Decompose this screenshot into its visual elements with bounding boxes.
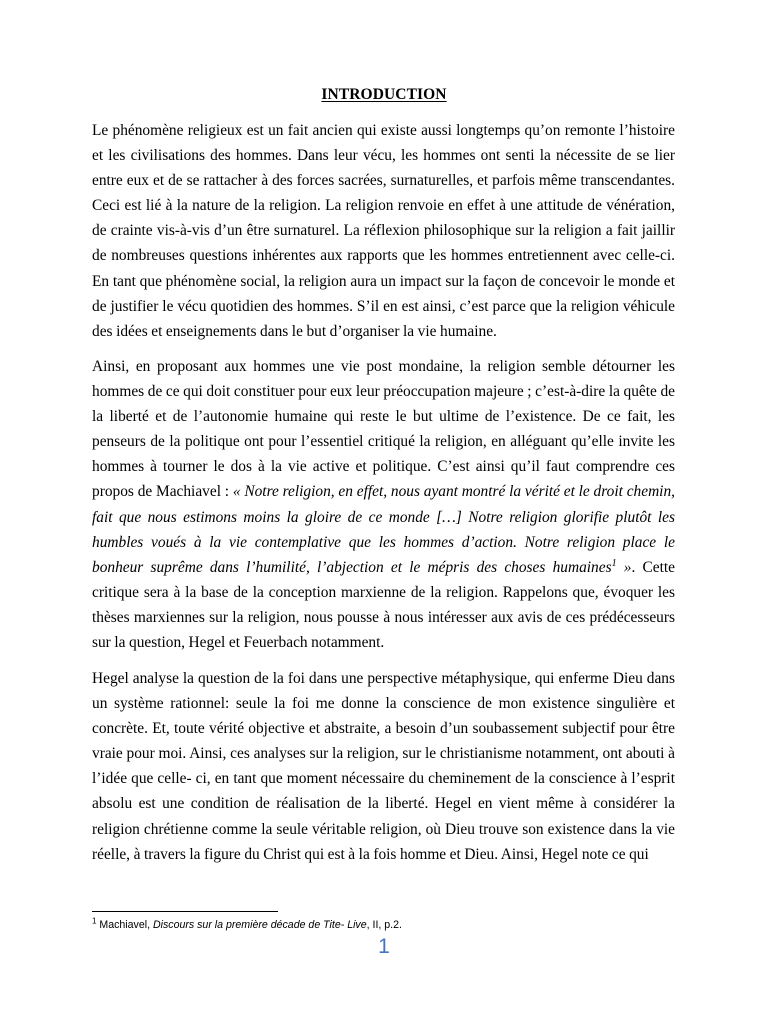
paragraph-1: Le phénomène religieux est un fait ancien qui existe aussi longtemps qu’on remonte l’histoire et les civilisations des hommes. Dans leur vécu, les hommes ont senti la nécessite de se lier entre eux et de se rattacher à des forces sacrées, surnaturelles, et parfois même transcendantes. Ceci est lié à la nature de la religion. La religion renvoie en effet à une attitude de vénération, de crainte vis-à-vis d’un être surnaturel. La réflexion philosophique sur la religion a fait jaillir de nombreuses questions inhérentes aux rapports que les hommes entretiennent avec celle-ci. En tant que phénomène social, la religion aura un impact sur la façon de concevoir le monde et de justifier le vécu quotidien des hommes. S’il en est ainsi, c’est parce que la religion véhicule des idées et enseignements dans le but d’organiser la vie humaine. — [92, 122, 675, 340]
footnote — [92, 918, 675, 932]
paragraph-2-intro: Ainsi, en proposant aux hommes une vie post mondaine, la religion semble détourner les hommes de ce qui doit constituer pour eux leur préoccupation majeure ; c’est-à-dire la quête de la liberté et de l’autonomie humaine qui reste le but ultime de l’existence. De ce fait, les penseurs de la politique ont pour l’essentiel critiqué la religion, en alléguant qu’elle invite les hommes à tourner le dos à la vie active et politique. C’est ainsi qu’il faut comprendre ces propos de Machiavel : — [92, 358, 675, 501]
footnote-number: 1 — [92, 916, 97, 926]
machiavel-quote-close: » — [616, 558, 632, 576]
paragraph-3: Hegel analyse la question de la foi dans une perspective métaphysique, qui enferme Dieu dans un système rationnel: seule la foi me donne la conscience de mon existence singulière et concrète. Et, toute vérité objective et abstraite, a besoin d’un soubassement subjectif pour être vraie pour moi. Ainsi, ces analyses sur la religion, sur le christianisme notamment, ont abouti à l’idée que celle- ci, en tant que moment nécessaire du cheminement de la conscience à l’esprit absolu est une condition de réalisation de la liberté. Hegel en vient même à considérer la religion chrétienne comme la seule véritable religion, où Dieu trouve son existence dans la vie réelle, à travers la figure du Christ qui est à la fois homme et Dieu. Ainsi, Hegel note ce qui — [92, 670, 675, 863]
footnote-reference[interactable]: 1 — [611, 557, 617, 569]
machiavel-quote-text: « Notre religion, en effet, nous ayant montré la vérité et le droit chemin, fait que nous estimons moins la gloire de ce monde […] Notre religion glorifie plutôt les humbles voués à la vie contemplative que les hommes d’action. Notre religion place le bonheur suprême dans l’humilité, l’abjection et le mépris des choses humaines — [92, 483, 675, 576]
footnote-separator — [92, 911, 278, 912]
page-title: INTRODUCTION — [321, 86, 447, 103]
footnote-author: Machiavel, — [96, 919, 153, 931]
footnote-work-title: Discours sur la première décade de Tite- Live — [152, 919, 367, 931]
paragraph-2 — [92, 354, 675, 655]
page-number: 1 — [378, 935, 390, 958]
paragraph-2-rest: . Cette critique sera à la base de la conception marxienne de la religion. Rappelons que, évoquer les thèses marxiennes sur la religion, nous pousse à nous intéresser aux avis de ces prédécesseurs sur la question, Hegel et Feuerbach notamment. — [92, 558, 675, 652]
footnote-details: , II, p.2. — [366, 919, 402, 931]
